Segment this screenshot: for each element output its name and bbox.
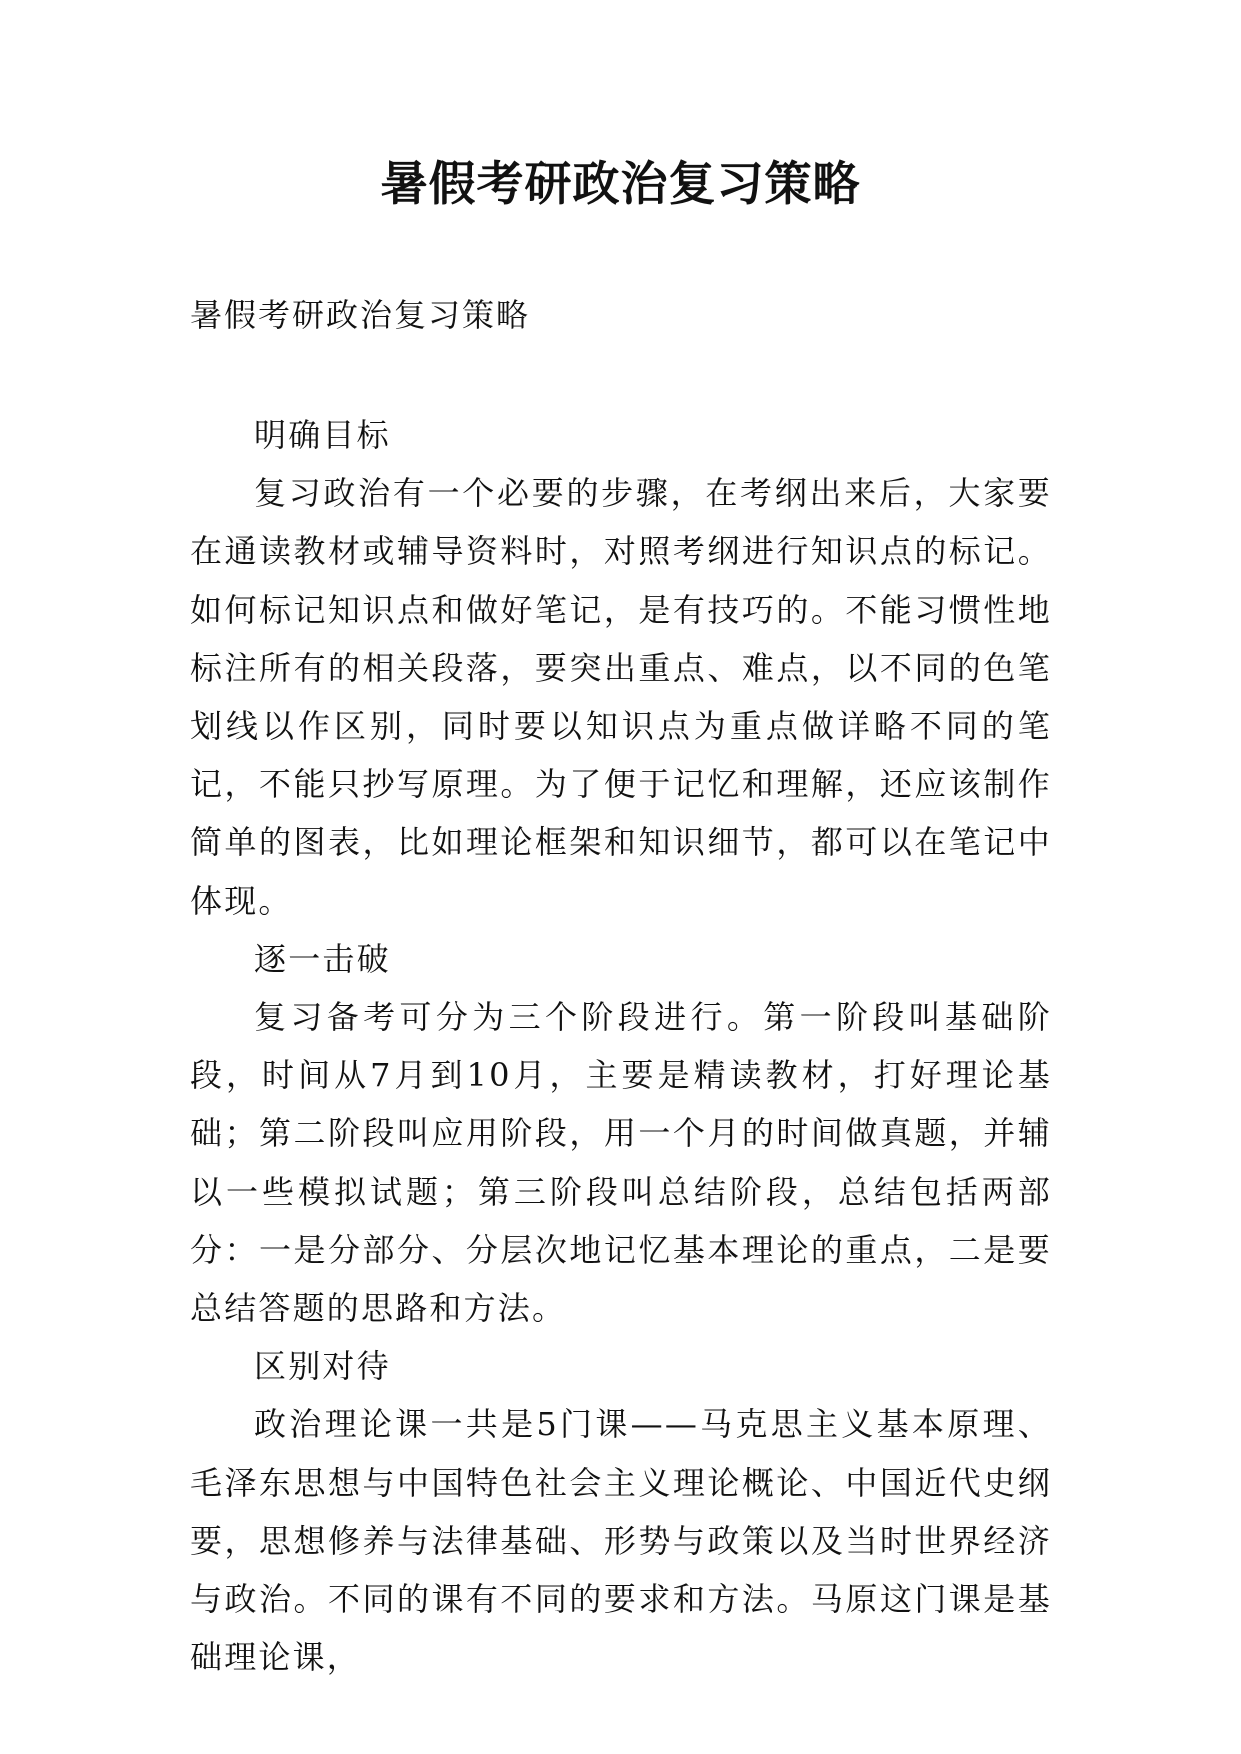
section-heading-courses: 区别对待 bbox=[254, 1347, 391, 1386]
document-body bbox=[190, 406, 1052, 1686]
section-heading-goals: 明确目标 bbox=[254, 416, 391, 454]
paragraph-stages: 复习备考可分为三个阶段进行。第一阶段叫基础阶段，时间从7月到10月，主要是精读教材，打好理论基础；第二阶段叫应用阶段，用一个月的时间做真题，并辅以一些模拟试题；第三阶段叫总结阶段，总结包括两部分：一是分部分、分层次地记忆基本理论的重点，二是要总结答题的思路和方法。 bbox=[190, 998, 1052, 1328]
paragraph-courses: 政治理论课一共是5门课——马克思主义基本原理、毛泽东思想与中国特色社会主义理论概论、中国近代史纲要，思想修养与法律基础、形势与政策以及当时世界经济与政治。不同的课有不同的要求和方法。马原这门课是基础理论课， bbox=[190, 1405, 1052, 1677]
section-heading-stages: 逐一击破 bbox=[254, 939, 391, 978]
document-subtitle: 暑假考研政治复习策略 bbox=[190, 296, 531, 334]
paragraph-goals: 复习政治有一个必要的步骤，在考纲出来后，大家要在通读教材或辅导资料时，对照考纲进行知识点的标记。如何标记知识点和做好笔记，是有技巧的。不能习惯性地标注所有的相关段落，要突出重点、难点，以不同的色笔划线以作区别，同时要以知识点为重点做详略不同的笔记，不能只抄写原理。为了便于记忆和理解，还应该制作简单的图表，比如理论框架和知识细节，都可以在笔记中体现。 bbox=[190, 474, 1052, 920]
document-title: 暑假考研政治复习策略 bbox=[380, 157, 861, 212]
